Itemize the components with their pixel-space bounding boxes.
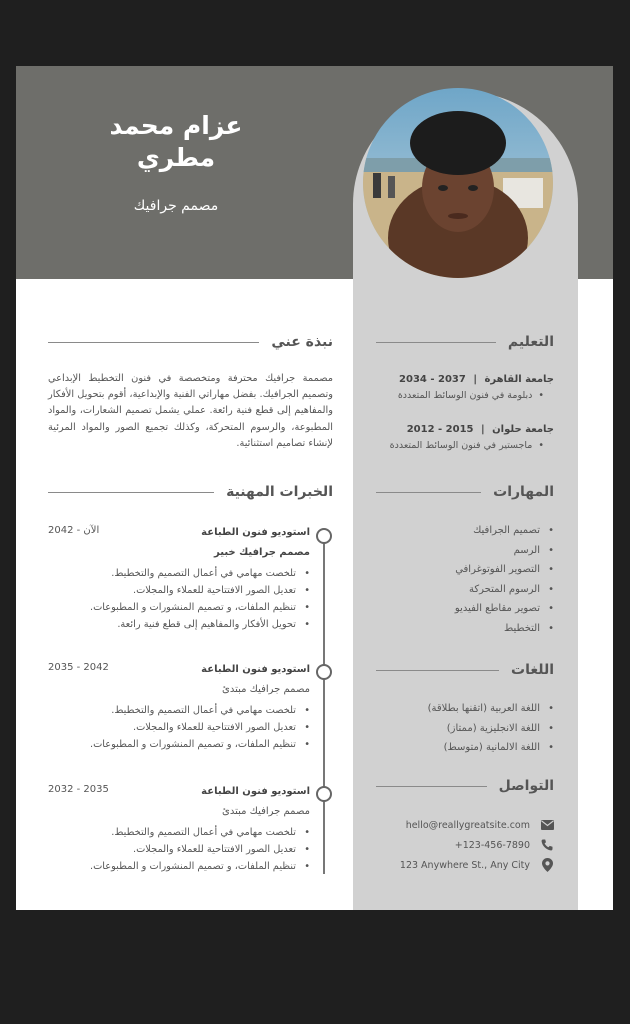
contact-address: [376, 855, 554, 875]
skills-list: [376, 521, 554, 638]
address-text: 123 Anywhere St., Any City: [399, 859, 530, 871]
job-role: مصمم جرافيك خبير: [214, 547, 310, 558]
job-company: استوديو فنون الطباعة: [201, 786, 310, 797]
job-duties: [60, 702, 310, 753]
job-title: مصمم جرافيك: [133, 198, 219, 214]
skill-item: • الرسوم المتحركة: [376, 580, 554, 600]
job-company: استوديو فنون الطباعة: [201, 527, 310, 538]
education-title: [376, 424, 554, 435]
contact-heading: [376, 778, 554, 794]
timeline-dot: [316, 786, 332, 802]
job-years: 2032 - 2035: [48, 784, 109, 795]
job-duty: • تنظيم الملفات، و تصميم المنشورات و المطبوعات.: [60, 858, 310, 875]
email-text: hello@reallygreatsite.com: [405, 819, 530, 831]
divider: [376, 342, 496, 343]
languages-heading-text: اللغات: [511, 662, 554, 678]
education-heading-text: التعليم: [507, 334, 554, 350]
job-entry: [48, 786, 310, 886]
education-item: [376, 374, 554, 401]
job-role: مصمم جرافيك مبتدئ: [222, 684, 310, 695]
school-name: جامعة القاهرة: [484, 374, 554, 385]
skill-item: • تصميم الجرافيك: [376, 521, 554, 541]
job-entry: [48, 527, 310, 637]
languages-list: [376, 699, 554, 758]
school-name: جامعة حلوان: [492, 424, 554, 435]
job-duty: • تعديل الصور الافتتاحية للعملاء والمجلات.: [60, 719, 310, 736]
languages-heading: [376, 662, 554, 678]
job-duty: • تعديل الصور الافتتاحية للعملاء والمجلات.: [60, 582, 310, 599]
job-duty: • تحويل الأفكار والمفاهيم إلى قطع فنية رائعة.: [60, 616, 310, 633]
job-duty: • تلخصت مهامي في أعمال التصميم والتخطيط.: [60, 702, 310, 719]
education-years: 2034 - 2037: [399, 374, 466, 385]
skill-item: • التصوير الفوتوغرافي: [376, 560, 554, 580]
phone-text: +123-456-7890: [454, 839, 530, 851]
divider: [48, 342, 259, 343]
name-line-1: عزام محمد: [109, 111, 243, 140]
education-item: [376, 424, 554, 451]
job-duties: [60, 824, 310, 875]
language-item: • اللغة الالمانية (متوسط): [376, 738, 554, 758]
job-duties: [60, 565, 310, 633]
divider: [376, 492, 481, 493]
contact-phone[interactable]: [376, 835, 554, 855]
education-heading: [376, 334, 554, 350]
timeline-dot: [316, 664, 332, 680]
experience-heading: [48, 484, 333, 500]
divider: [48, 492, 214, 493]
location-pin-icon: [540, 858, 554, 872]
skill-item: • التخطيط: [376, 619, 554, 639]
education-years: 2012 - 2015: [406, 424, 474, 435]
skill-item: • الرسم: [376, 541, 554, 561]
timeline-line: [323, 537, 325, 874]
job-duty: • تنظيم الملفات، و تصميم المنشورات و المطبوعات.: [60, 599, 310, 616]
job-duty: • تلخصت مهامي في أعمال التصميم والتخطيط.: [60, 824, 310, 841]
resume-page: [16, 66, 613, 910]
timeline-dot: [316, 528, 332, 544]
job-role: مصمم جرافيك مبتدئ: [222, 806, 310, 817]
education-degree: • ماجستير في فنون الوسائط المتعددة: [376, 440, 544, 451]
job-years: 2042 - الآن: [48, 525, 100, 536]
phone-icon: [540, 838, 554, 852]
divider: [376, 786, 487, 787]
language-item: • اللغة الانجليزية (ممتاز): [376, 719, 554, 739]
separator: |: [473, 374, 477, 385]
job-duty: • تلخصت مهامي في أعمال التصميم والتخطيط.: [60, 565, 310, 582]
language-item: • اللغة العربية (اتقنها بطلاقة): [376, 699, 554, 719]
contact-list: [376, 815, 554, 875]
education-degree: • دبلومة في فنون الوسائط المتعددة: [376, 390, 544, 401]
job-entry: [48, 664, 310, 764]
envelope-icon: [540, 818, 554, 832]
name-line-2: مطري: [136, 143, 216, 172]
profile-photo: [363, 88, 553, 278]
person-name: [76, 110, 276, 174]
education-title: [376, 374, 554, 385]
skills-heading: [376, 484, 554, 500]
skills-heading-text: المهارات: [493, 484, 554, 500]
job-years: 2035 - 2042: [48, 662, 109, 673]
job-duty: • تعديل الصور الافتتاحية للعملاء والمجلات.: [60, 841, 310, 858]
contact-email[interactable]: [376, 815, 554, 835]
job-company: استوديو فنون الطباعة: [201, 664, 310, 675]
contact-heading-text: التواصل: [498, 778, 554, 794]
skill-item: • تصوير مقاطع الفيديو: [376, 599, 554, 619]
job-duty: • تنظيم الملفات، و تصميم المنشورات و المطبوعات.: [60, 736, 310, 753]
separator: |: [480, 424, 485, 435]
experience-heading-text: الخبرات المهنية: [226, 484, 333, 500]
about-heading-text: نبذة عني: [271, 334, 333, 350]
divider: [376, 670, 499, 671]
about-heading: [48, 334, 333, 350]
about-text: مصممة جرافيك محترفة ومتخصصة في فنون التخطيط الإبداعي وتصميم الجرافيك. بفضل مهاراتي الفنية والإبداعية، أقوم بتحويل الأفكار والمفاهيم إلى قطع فنية رائعة. عملي يشمل تصميم الشعارات، والمواد المطبوعة، والرسوم المتحركة، وكذلك تجميع الصور والمواد المرئية لإنشاء تصاميم استثنائية.: [48, 373, 333, 449]
